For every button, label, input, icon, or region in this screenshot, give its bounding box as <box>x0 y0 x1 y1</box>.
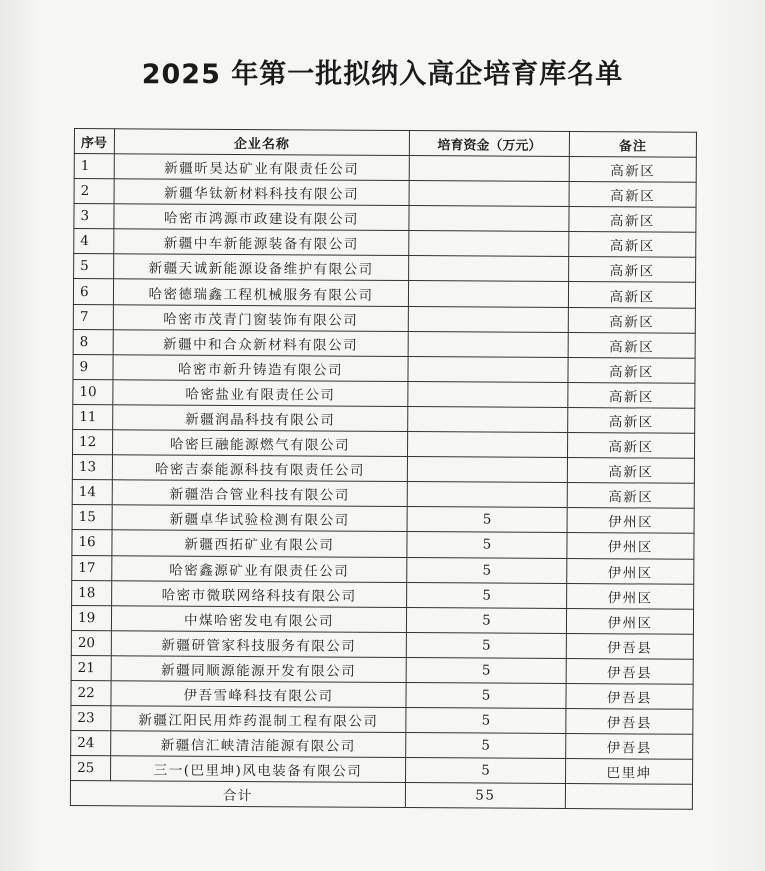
row-note: 高新区 <box>568 382 695 408</box>
row-no: 16 <box>72 530 112 555</box>
row-note: 高新区 <box>569 157 696 183</box>
table-body <box>71 154 697 785</box>
row-fund <box>409 231 569 257</box>
row-note: 伊州区 <box>567 533 694 559</box>
row-fund <box>409 206 569 232</box>
row-no: 1 <box>74 154 114 179</box>
row-no: 2 <box>74 179 114 204</box>
total-row <box>70 781 692 810</box>
row-no: 17 <box>72 555 112 580</box>
row-company-name: 中煤哈密发电有限公司 <box>111 605 406 632</box>
row-note: 伊州区 <box>567 558 694 584</box>
row-fund: 5 <box>407 582 567 608</box>
row-no: 8 <box>73 329 113 354</box>
row-fund <box>407 432 567 458</box>
table-row <box>74 204 696 233</box>
header-note: 备注 <box>569 132 696 158</box>
row-no: 20 <box>71 630 111 655</box>
row-company-name: 新疆华钛新材料科技有限公司 <box>114 179 409 206</box>
table-row <box>71 680 693 709</box>
table-row <box>73 279 695 308</box>
row-note: 高新区 <box>568 407 695 433</box>
table-row <box>72 480 694 509</box>
table-row <box>72 555 694 584</box>
row-no: 4 <box>74 229 114 254</box>
total-label: 合计 <box>70 781 405 808</box>
row-no: 24 <box>71 731 111 756</box>
row-no: 23 <box>71 706 111 731</box>
row-company-name: 哈密吉泰能源科技有限责任公司 <box>112 455 407 482</box>
page-title: 2025 年第一批拟纳入高企培育库名单 <box>141 59 624 90</box>
table-row <box>71 630 693 659</box>
row-fund: 5 <box>406 708 566 734</box>
table-row <box>73 329 695 358</box>
row-no: 5 <box>74 254 114 279</box>
row-company-name: 哈密鑫源矿业有限责任公司 <box>112 555 407 582</box>
row-company-name: 伊吾雪峰科技有限公司 <box>111 681 406 708</box>
row-fund <box>408 356 568 382</box>
table-row <box>73 379 695 408</box>
row-fund <box>408 381 568 407</box>
row-no: 6 <box>73 279 113 304</box>
table-row <box>72 455 694 484</box>
table-row <box>71 706 693 735</box>
row-no: 18 <box>72 580 112 605</box>
row-note: 伊州区 <box>567 508 694 534</box>
row-fund <box>407 482 567 508</box>
row-no: 13 <box>72 455 112 480</box>
row-company-name: 新疆中车新能源装备有限公司 <box>114 229 409 256</box>
total-note <box>565 784 692 810</box>
row-fund <box>408 331 568 357</box>
row-company-name: 新疆江阳民用炸药混制工程有限公司 <box>111 706 406 733</box>
row-note: 高新区 <box>569 257 696 283</box>
row-fund: 5 <box>406 632 566 658</box>
row-no: 14 <box>72 480 112 505</box>
row-note: 伊吾县 <box>566 633 693 659</box>
row-fund <box>407 457 567 483</box>
table-row <box>73 430 695 459</box>
row-company-name: 新疆研管家科技服务有限公司 <box>111 631 406 658</box>
row-company-name: 新疆卓华试验检测有限公司 <box>112 505 407 532</box>
row-note: 巴里坤 <box>566 759 693 785</box>
row-company-name: 新疆昕昊达矿业有限责任公司 <box>114 154 409 181</box>
row-note: 高新区 <box>568 332 695 358</box>
header-no: 序号 <box>74 129 114 154</box>
table-row <box>74 154 696 183</box>
row-fund: 5 <box>407 532 567 558</box>
table-row <box>72 580 694 609</box>
row-no: 22 <box>71 680 111 705</box>
row-no: 21 <box>71 655 111 680</box>
header-fund: 培育资金（万元） <box>409 131 569 157</box>
row-company-name: 新疆天诚新能源设备维护有限公司 <box>114 254 409 281</box>
row-note: 伊吾县 <box>566 734 693 760</box>
row-fund: 5 <box>406 733 566 759</box>
row-fund <box>409 156 569 182</box>
table-row <box>74 254 696 283</box>
row-no: 25 <box>71 756 111 781</box>
row-company-name: 新疆中和合众新材料有限公司 <box>113 329 408 356</box>
table-row <box>73 404 695 433</box>
row-no: 19 <box>71 605 111 630</box>
row-company-name: 新疆西拓矿业有限公司 <box>112 530 407 557</box>
row-company-name: 新疆信汇峡清洁能源有限公司 <box>111 731 406 758</box>
row-note: 伊吾县 <box>566 658 693 684</box>
table-row <box>74 229 696 258</box>
row-company-name: 哈密巨融能源燃气有限公司 <box>113 430 408 457</box>
row-no: 10 <box>73 379 113 404</box>
row-fund <box>409 181 569 207</box>
row-fund: 5 <box>406 657 566 683</box>
row-fund: 5 <box>406 607 566 633</box>
table-row <box>72 530 694 559</box>
row-fund <box>408 281 568 307</box>
row-no: 12 <box>73 430 113 455</box>
row-fund <box>408 406 568 432</box>
table-header-row <box>74 129 696 158</box>
total-value: 55 <box>405 783 565 809</box>
row-note: 伊州区 <box>566 608 693 634</box>
row-company-name: 新疆同顺源能源开发有限公司 <box>111 656 406 683</box>
table-row <box>73 304 695 333</box>
row-note: 高新区 <box>568 282 695 308</box>
row-company-name: 三一(巴里坤)风电装备有限公司 <box>111 756 406 783</box>
row-no: 3 <box>74 204 114 229</box>
row-note: 伊吾县 <box>566 709 693 735</box>
row-no: 7 <box>73 304 113 329</box>
row-company-name: 哈密市茂青门窗装饰有限公司 <box>113 304 408 331</box>
row-fund: 5 <box>407 557 567 583</box>
row-note: 伊吾县 <box>566 683 693 709</box>
table-row <box>71 655 693 684</box>
row-fund: 5 <box>406 683 566 709</box>
table-row <box>73 354 695 383</box>
row-note: 高新区 <box>567 483 694 509</box>
row-no: 15 <box>72 505 112 530</box>
row-company-name: 新疆润晶科技有限公司 <box>113 405 408 432</box>
row-company-name: 哈密德瑞鑫工程机械服务有限公司 <box>113 279 408 306</box>
row-company-name: 哈密盐业有限责任公司 <box>113 380 408 407</box>
header-name: 企业名称 <box>114 129 409 156</box>
row-fund: 5 <box>407 507 567 533</box>
table-row <box>74 179 696 208</box>
row-company-name: 哈密市微联网络科技有限公司 <box>112 580 407 607</box>
row-note: 高新区 <box>569 182 696 208</box>
table-row <box>71 605 693 634</box>
row-no: 9 <box>73 354 113 379</box>
row-fund: 5 <box>406 758 566 784</box>
row-no: 11 <box>73 404 113 429</box>
table-row <box>71 731 693 760</box>
table-row <box>72 505 694 534</box>
row-note: 伊州区 <box>567 583 694 609</box>
row-note: 高新区 <box>567 433 694 459</box>
row-company-name: 哈密市鸿源市政建设有限公司 <box>114 204 409 231</box>
row-note: 高新区 <box>568 357 695 383</box>
row-fund <box>409 256 569 282</box>
enterprise-table <box>70 128 697 810</box>
row-fund <box>408 306 568 332</box>
row-note: 高新区 <box>569 207 696 233</box>
row-company-name: 新疆浩合管业科技有限公司 <box>112 480 407 507</box>
row-note: 高新区 <box>567 458 694 484</box>
table-row <box>71 756 693 785</box>
row-note: 高新区 <box>568 307 695 333</box>
row-note: 高新区 <box>569 232 696 258</box>
row-company-name: 哈密市新升铸造有限公司 <box>113 354 408 381</box>
